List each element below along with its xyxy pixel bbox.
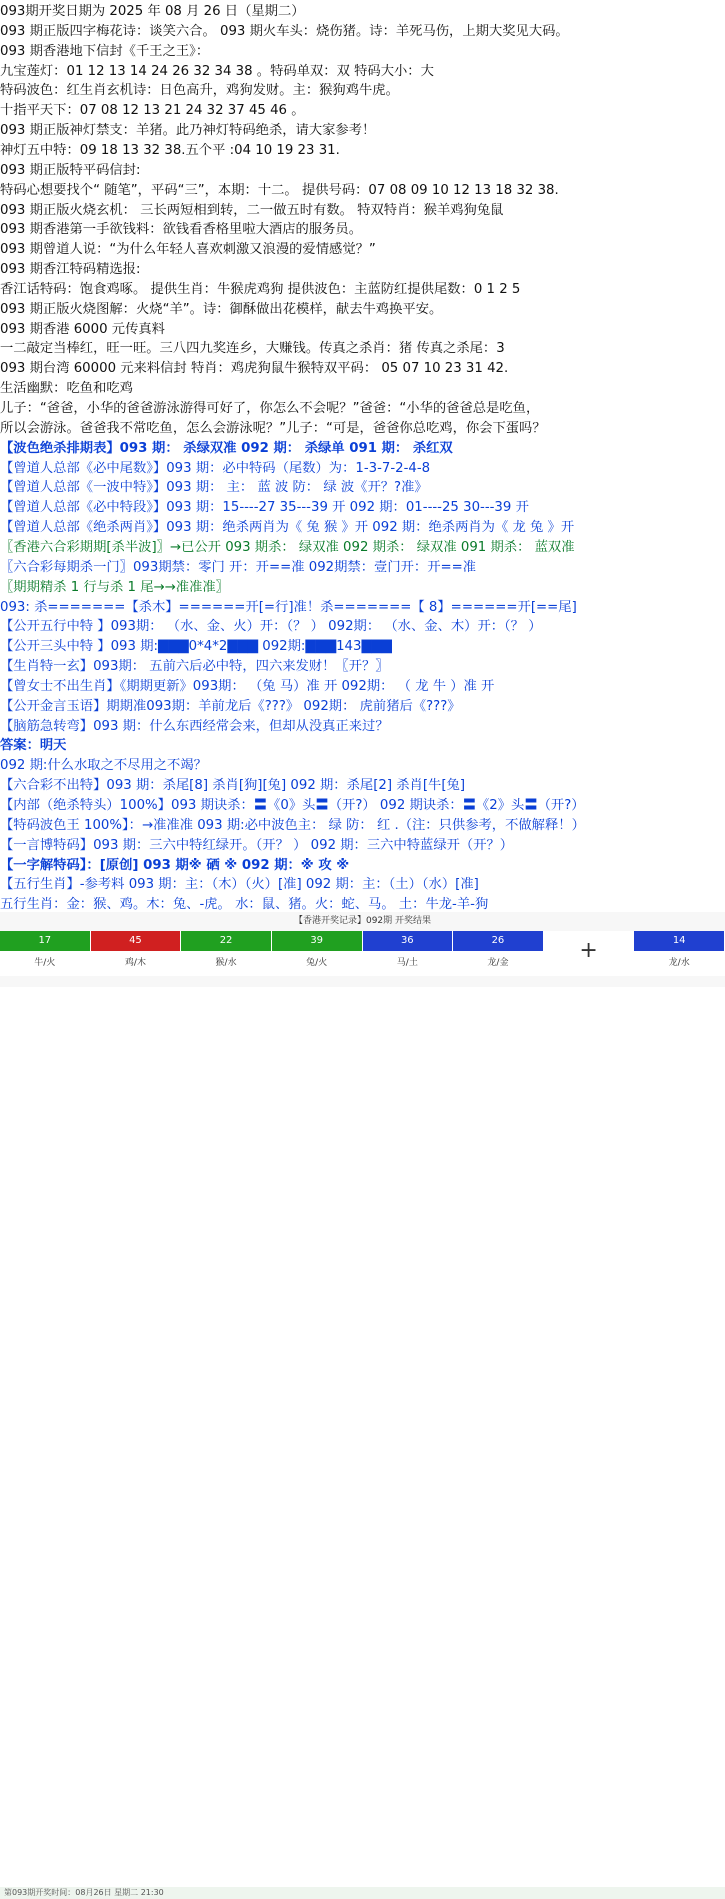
lottery-ball [634,931,725,976]
text-line: 093: 杀=======【杀木】======开[=行]准！杀=======【 8】======开[==尾] [0,599,577,615]
text-line: 【曾道人总部《绝杀两肖》】093 期：绝杀两肖为《 兔 猴 》开 092 期：绝杀两肖为《 龙 兔 》开 [0,520,575,536]
text-line: 九宝莲灯：01 12 13 14 24 26 32 34 38 。特码单双：双 特码大小：大 [0,63,434,79]
text-line: 【公开三头中特 】093 期:▇▇▇0*4*2▇▇▇ 092期:▇▇▇143▇▇▇ [0,639,393,655]
text-line: 所以会游泳。爸爸我不常吃鱼，怎么会游泳呢？”儿子：“可是，爸爸你总吃鸡，你会下蛋吗？ [0,420,546,436]
text-line: 【公开五行中特 】093期： （水、金、火）开：（？ ） 092期： （水、金、木）开：（？ ） [0,619,542,635]
text-line: 093 期香港第一手欲钱料：欲钱看香格里啦大酒店的服务员。 [0,222,363,238]
text-line: 生活幽默：吃鱼和吃鸡 [0,381,133,397]
text-line: 【内部（绝杀特头）100%】093 期诀杀：〓《0》头〓（开?） 092 期诀杀：〓《2》头〓（开?） [0,798,585,813]
text-line: 【特码波色王 100%】：→准准准 093 期:必中波色主： 绿 防： 红 .（注：只供参考，不做解释！） [0,817,585,833]
ball-zodiac: 龙/金 [453,951,543,976]
ball-zodiac: 马/土 [363,951,453,976]
text-line: 【曾道人总部《一波中特》】093 期： 主： 蓝 波 防： 绿 波《开？?准》 [0,480,428,496]
plus-separator [544,931,635,976]
ball-number: 17 [0,931,90,951]
lottery-ball [0,931,91,976]
text-line: 〖六合彩每期杀一门〗093期禁：零门 开：开==准 092期禁：壹门开：开==准 [0,559,477,575]
ball-number: 39 [272,931,362,951]
text-line: 093 期正版火烧图解：火烧“羊”。诗：御酥做出花模样，献去牛鸡换平安。 [0,301,443,317]
text-line: 五行生肖：金：猴、鸡。木：兔、-虎。 水：鼠、猪。火：蛇、马。 土：牛龙-羊-狗 [0,897,489,913]
text-line: 093 期正版四字梅花诗：谈笑六合。 093 期火车头：烧伤猪。诗：羊死马伤，上期大奖见大码。 [0,23,569,39]
text-line: 神灯五中特：09 18 13 32 38.五个平 :04 10 19 23 31. [0,142,340,158]
ball-number: 22 [181,931,271,951]
text-line: 【生肖特一玄】093期： 五前六后必中特，四六来发财！〖开？〗 [0,659,389,675]
text-line: 093 期台湾 60000 元来料信封 特肖：鸡虎狗鼠牛猴特双平码： 05 07 10 23 31 42. [0,361,509,377]
ball-number: 45 [91,931,181,951]
text-line: 【曾道人总部《必中尾数》】093 期：必中特码（尾数）为：1-3-7-2-4-8 [0,460,431,476]
text-line: 【五行生肖】-参考料 093 期：主：（木）（火）[准] 092 期：主：（土）（水）[准] [0,877,479,893]
text-line: 香江话特码：饱食鸡啄。 提供生肖：牛猴虎鸡狗 提供波色：主蓝防红提供尾数：0 1 2 5 [0,281,521,297]
text-line: 十指平天下：07 08 12 13 21 24 32 37 45 46 。 [0,103,305,119]
text-line: 【波色绝杀排期表】093 期： 杀绿双准 092 期： 杀绿单 091 期： 杀红双 [0,440,453,456]
lottery-results-panel [0,912,725,1897]
text-line: 093 期正版特平码信封: [0,162,141,178]
text-line: 【六合彩不出特】093 期：杀尾[8] 杀肖[狗][兔] 092 期：杀尾[2] 杀肖[牛[兔] [0,778,466,794]
lottery-ball [453,931,544,976]
lottery-balls-row [0,931,725,976]
ball-zodiac: 牛/火 [0,951,90,976]
lottery-ball [91,931,182,976]
lottery-ball [272,931,363,976]
text-line: 093 期正版神灯禁支：羊猪。此乃神灯特码绝杀，请大家参考！ [0,123,376,139]
ball-zodiac: 鸡/木 [91,951,181,976]
text-line: 特码波色：红生肖玄机诗：日色高升，鸡狗发财。主：猴狗鸡牛虎。 [0,83,399,99]
ball-zodiac: 兔/火 [272,951,362,976]
text-line: 特码心想要找个“ 随笔”，平码“三”，本期：十二。 提供号码：07 08 09 10 12 13 18 32 38. [0,182,559,198]
text-line: 答案：明天 [0,738,67,754]
text-line: 093 期正版火烧玄机： 三长两短相到转，二一做五时有数。 特双特肖：猴羊鸡狗兔鼠 [0,202,504,218]
text-line: 【一言博特码】093 期：三六中特红绿开。（开？ ） 092 期：三六中特蓝绿开（开？） [0,837,514,853]
text-line: 093 期香港 6000 元传真料 [0,321,165,337]
text-line: 【脑筋急转弯】093 期：什么东西经常会来，但却从没真正来过？ [0,718,389,734]
text-line: 【公开金言玉语】期期准093期：羊前龙后《???》 092期： 虎前猪后《???》 [0,698,461,714]
draw-time-footer: 第093期开奖时间：08月26日 星期二 21:30 [0,1887,725,1899]
lottery-ball [363,931,454,976]
text-line: 092 期:什么水取之不尽用之不竭？ [0,758,207,774]
text-line: 儿子：“爸爸，小华的爸爸游泳游得可好了，你怎么不会呢？”爸爸：“小华的爸爸总是吃鱼， [0,401,540,416]
ball-zodiac: 龙/水 [634,951,724,976]
text-line: 【一字解特码】：[原创] 093 期※ 硒 ※ 092 期：※ 攻 ※ [0,857,350,873]
text-line: 093 期曾道人说：“为什么年轻人喜欢刺激又浪漫的爱情感觉？” [0,242,376,258]
text-line: 093 期香港地下信封《千王之王》： [0,43,210,59]
text-line: 【曾道人总部《必中特段》】093 期：15----27 35---39 开 092 期：01----25 30---39 开 [0,500,529,516]
text-line: 【曾女士不出生肖】《期期更新》093期： （兔 马）准 开 092期： （ 龙 牛 ）准 开 [0,678,495,694]
text-line: 〖期期精杀 1 行与杀 1 尾→→准准准〗 [0,579,229,595]
text-line: 093 期香江特码精选报: [0,262,141,278]
text-line: 〖香港六合彩期期[杀半波]〗→已公开 093 期杀： 绿双准 092 期杀： 绿双准 091 期杀： 蓝双准 [0,539,575,555]
text-line: 093期开奖日期为 2025 年 08 月 26 日（星期二） [0,4,305,19]
ball-number: 36 [363,931,453,951]
text-line: 一二敲定当棒红，旺一旺。三八四九奖连乡，大赚钱。传真之杀肖：猪 传真之杀尾：3 [0,341,505,357]
ball-number: 14 [634,931,724,951]
ball-number: 26 [453,931,543,951]
lottery-results-header: 【香港开奖记录】092期 开奖结果 [293,916,432,926]
ball-number: + [544,931,634,976]
lottery-ball [181,931,272,976]
ball-zodiac: 猴/水 [181,951,271,976]
